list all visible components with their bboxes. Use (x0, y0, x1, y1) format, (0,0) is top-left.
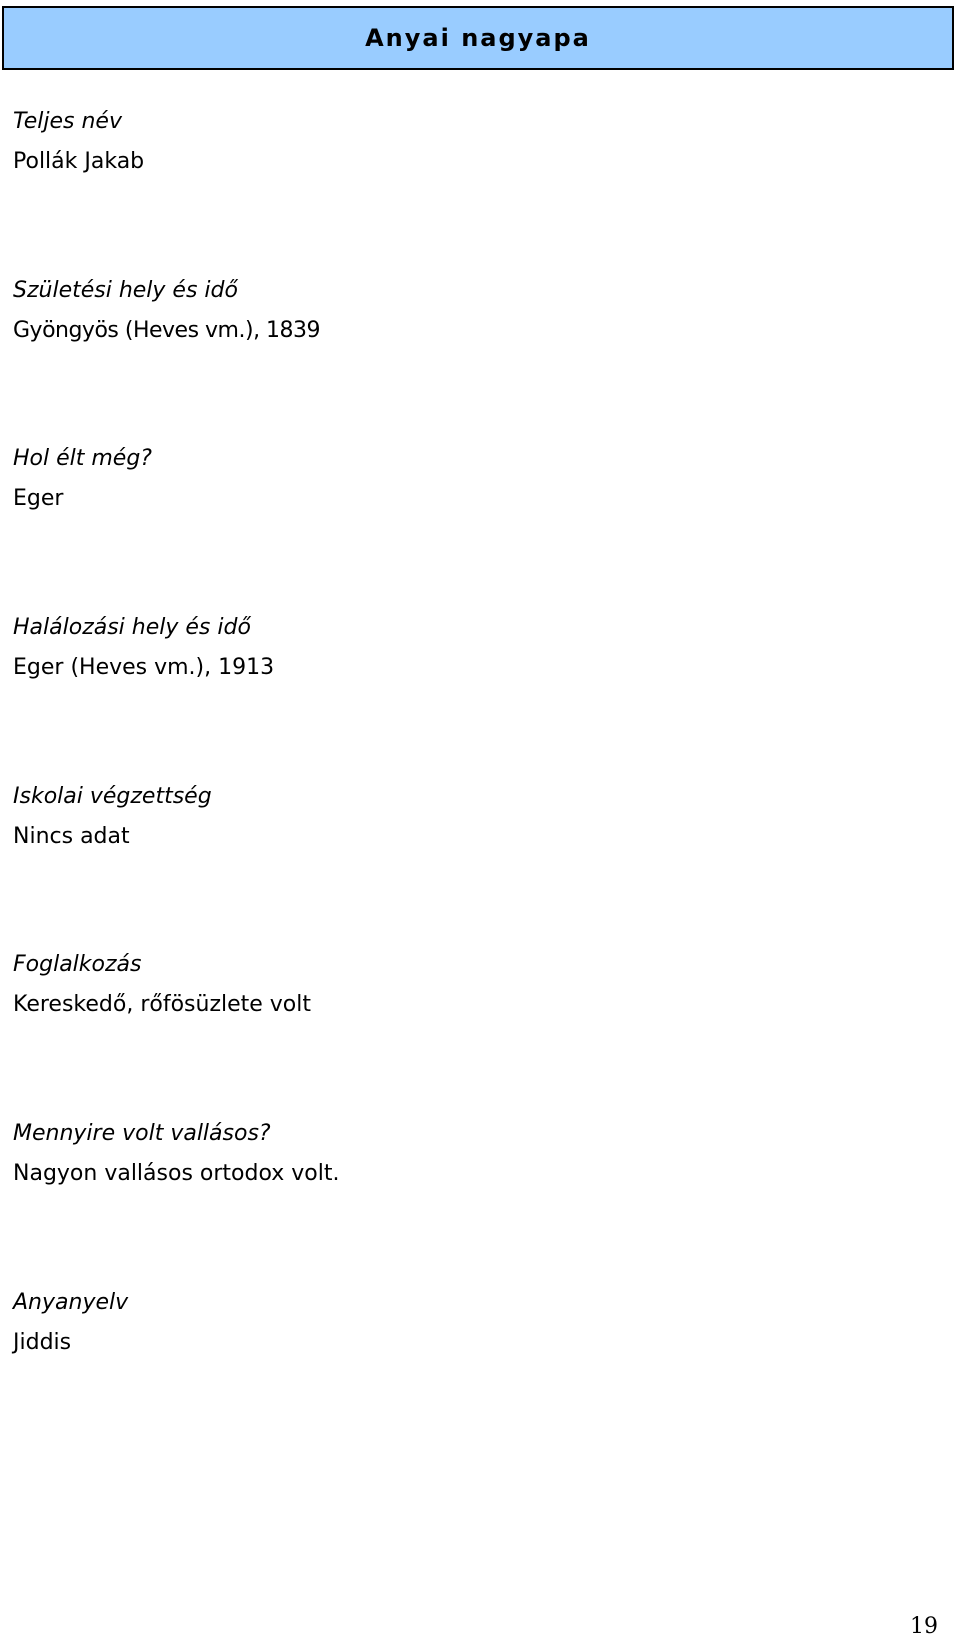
field-value: Pollák Jakab (13, 149, 145, 174)
field-education (13, 777, 933, 857)
field-label: Hol élt még? (13, 446, 152, 471)
field-value: Nagyon vallásos ortodox volt. (13, 1161, 340, 1186)
field-value: Eger (Heves vm.), 1913 (13, 655, 275, 680)
field-other-residence (13, 439, 933, 519)
field-label: Foglalkozás (13, 952, 142, 977)
field-value: Kereskedő, rőfösüzlete volt (13, 992, 312, 1017)
section-header (2, 6, 954, 70)
field-value: Jiddis (13, 1330, 72, 1355)
field-label: Anyanyelv (13, 1290, 129, 1315)
field-value: Eger (13, 486, 64, 511)
field-mother-tongue (13, 1283, 933, 1363)
field-religiousness (13, 1114, 933, 1194)
field-label: Halálozási hely és idő (13, 615, 251, 640)
field-label: Teljes név (13, 109, 122, 134)
field-label: Iskolai végzettség (13, 784, 212, 809)
field-value: Gyöngyös (Heves vm.), 1839 (13, 318, 321, 343)
field-occupation (13, 945, 933, 1025)
field-label: Születési hely és idő (13, 278, 238, 303)
field-death-place-date (13, 608, 933, 688)
page-number: 19 (910, 1614, 938, 1639)
field-birth-place-date (13, 271, 933, 351)
section-title: Anyai nagyapa (365, 24, 591, 52)
field-full-name (13, 102, 933, 182)
field-value: Nincs adat (13, 824, 130, 849)
field-label: Mennyire volt vallásos? (13, 1121, 271, 1146)
